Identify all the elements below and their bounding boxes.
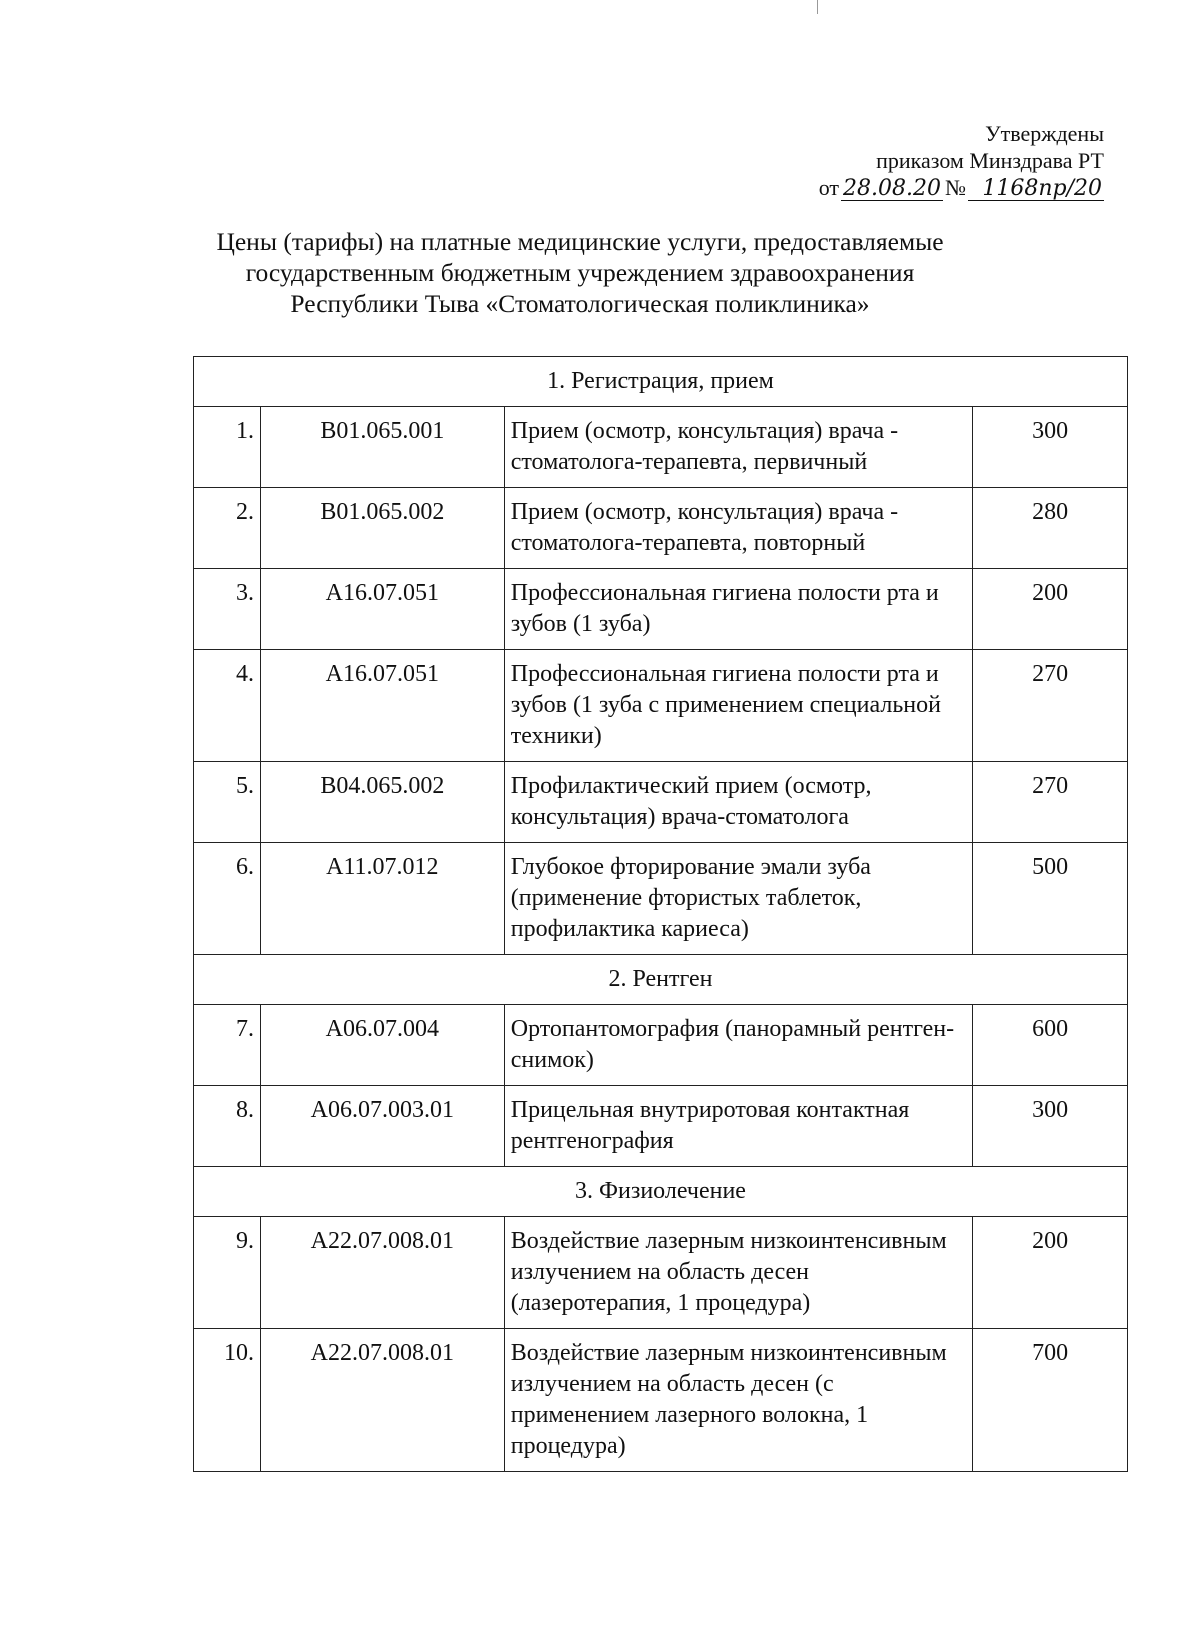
- table-row: [194, 650, 1128, 762]
- section-title: 2. Рентген: [194, 955, 1128, 1005]
- title-line-2: государственным бюджетным учреждением здравоохранения: [245, 258, 915, 287]
- table-row: [194, 1086, 1128, 1167]
- service-code: А16.07.051: [260, 569, 504, 650]
- row-number: 9.: [194, 1217, 261, 1329]
- service-name: Прием (осмотр, консультация) врача - стоматолога-терапевта, первичный: [504, 407, 972, 488]
- service-name: Воздействие лазерным низкоинтенсивным излучением на область десен (с применением лазерного волокна, 1 процедура): [504, 1329, 972, 1472]
- section-title: 3. Физиолечение: [194, 1167, 1128, 1217]
- approval-line-2: приказом Минздрава РТ: [876, 148, 1104, 173]
- handwritten-date: 28.08.20: [843, 176, 941, 201]
- table-row: [194, 569, 1128, 650]
- section-header-row: [194, 955, 1128, 1005]
- service-price: 200: [973, 569, 1128, 650]
- handwritten-order-number: 1168пр/20: [968, 178, 1104, 201]
- tariffs-table: [193, 356, 1128, 1472]
- service-code: В01.065.002: [260, 488, 504, 569]
- service-name: Прием (осмотр, консультация) врача - стоматолога-терапевта, повторный: [504, 488, 972, 569]
- table-row: [194, 407, 1128, 488]
- service-name: Воздействие лазерным низкоинтенсивным излучением на область десен (лазеротерапия, 1 процедура): [504, 1217, 972, 1329]
- from-label: от: [818, 175, 840, 200]
- service-code: А22.07.008.01: [260, 1329, 504, 1472]
- table-row: [194, 843, 1128, 955]
- service-code: А11.07.012: [260, 843, 504, 955]
- approval-block: [819, 120, 1104, 201]
- row-number: 8.: [194, 1086, 261, 1167]
- service-code: А16.07.051: [260, 650, 504, 762]
- title-line-3: Республики Тыва «Стоматологическая поликлиника»: [290, 289, 870, 318]
- service-name: Глубокое фторирование эмали зуба (применение фтористых таблеток, профилактика кариеса): [504, 843, 972, 955]
- row-number: 2.: [194, 488, 261, 569]
- document-title: [150, 226, 1010, 319]
- service-name: Прицельная внутриротовая контактная рентгенография: [504, 1086, 972, 1167]
- service-code: А06.07.003.01: [260, 1086, 504, 1167]
- scan-artifact: [817, 0, 818, 14]
- row-number: 6.: [194, 843, 261, 955]
- row-number: 5.: [194, 762, 261, 843]
- row-number: 7.: [194, 1005, 261, 1086]
- service-code: А22.07.008.01: [260, 1217, 504, 1329]
- service-price: 500: [973, 843, 1128, 955]
- table-row: [194, 1217, 1128, 1329]
- service-price: 280: [973, 488, 1128, 569]
- row-number: 10.: [194, 1329, 261, 1472]
- service-price: 300: [973, 1086, 1128, 1167]
- row-number: 1.: [194, 407, 261, 488]
- service-name: Профессиональная гигиена полости рта и зубов (1 зуба): [504, 569, 972, 650]
- table-row: [194, 488, 1128, 569]
- service-price: 270: [973, 762, 1128, 843]
- table-row: [194, 762, 1128, 843]
- table-row: [194, 1005, 1128, 1086]
- service-price: 600: [973, 1005, 1128, 1086]
- section-header-row: [194, 357, 1128, 407]
- service-name: Профессиональная гигиена полости рта и зубов (1 зуба с применением специальной техники): [504, 650, 972, 762]
- row-number: 3.: [194, 569, 261, 650]
- section-header-row: [194, 1167, 1128, 1217]
- service-code: В04.065.002: [260, 762, 504, 843]
- service-price: 700: [973, 1329, 1128, 1472]
- title-line-1: Цены (тарифы) на платные медицинские услуги, предоставляемые: [216, 227, 944, 256]
- service-price: 270: [973, 650, 1128, 762]
- row-number: 4.: [194, 650, 261, 762]
- service-price: 200: [973, 1217, 1128, 1329]
- service-code: А06.07.004: [260, 1005, 504, 1086]
- table-row: [194, 1329, 1128, 1472]
- service-price: 300: [973, 407, 1128, 488]
- approval-date-number-line: [819, 174, 1104, 201]
- tariffs-table-body: [194, 357, 1128, 1472]
- service-code: В01.065.001: [260, 407, 504, 488]
- number-label: №: [945, 175, 966, 200]
- service-name: Ортопантомография (панорамный рентген-снимок): [504, 1005, 972, 1086]
- approval-line-1: Утверждены: [985, 121, 1104, 146]
- service-name: Профилактический прием (осмотр, консультация) врача-стоматолога: [504, 762, 972, 843]
- section-title: 1. Регистрация, прием: [194, 357, 1128, 407]
